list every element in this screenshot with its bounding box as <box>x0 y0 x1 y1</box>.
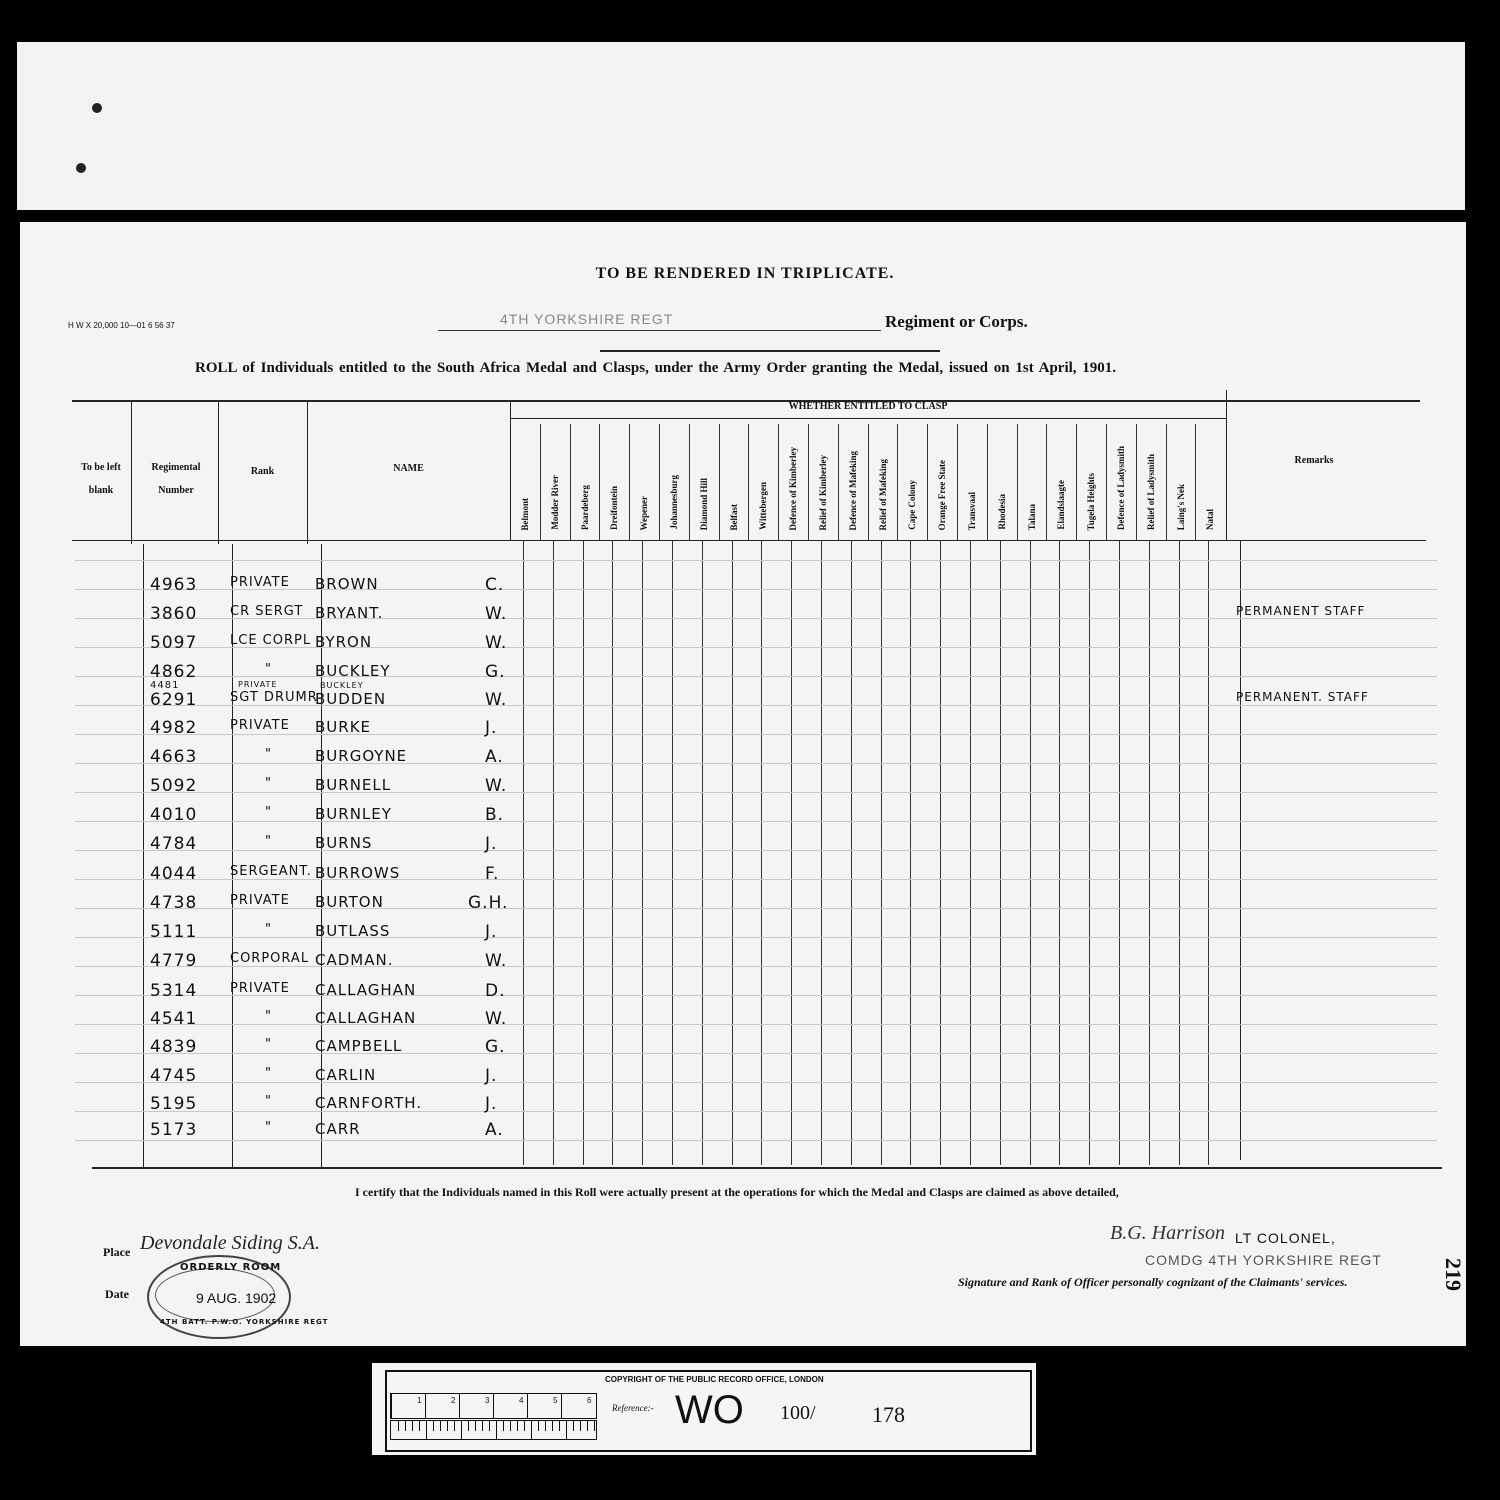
print-reference: H W X 20,000 10—01 6 56 37 <box>68 321 175 330</box>
clasp-header-label: Transvaal <box>967 491 977 530</box>
clasp-column-rule <box>583 540 584 1165</box>
name: CARNFORTH. <box>315 1094 423 1112</box>
rank: CR SERGT <box>230 604 304 619</box>
ruler-fine-tick <box>587 1421 588 1431</box>
clasp-header <box>987 428 1017 530</box>
name: CALLAGHAN <box>315 981 417 999</box>
divider <box>600 350 940 352</box>
clasp-header <box>1195 428 1225 530</box>
copyright-notice: COPYRIGHT OF THE PUBLIC RECORD OFFICE, LONDON <box>605 1375 824 1384</box>
ruler-fine-tick <box>475 1421 476 1431</box>
clasp-column-rule <box>940 540 941 1165</box>
clasp-header-rule <box>1166 424 1167 540</box>
name: BROWN <box>315 575 379 593</box>
clasp-header-label: Elandslaagte <box>1056 480 1067 530</box>
punch-hole <box>76 163 86 173</box>
clasp-header <box>957 428 987 530</box>
initial: W. <box>485 690 508 710</box>
regimental-number: 4862 <box>150 662 198 682</box>
clasp-header <box>897 428 927 530</box>
regimental-number: 4541 <box>150 1009 198 1029</box>
clasp-header-label: Belmont <box>520 497 530 530</box>
clasp-column-rule <box>702 540 703 1165</box>
initial: W. <box>485 633 508 653</box>
stamp-bottom-text: 4TH BATT. P.W.O. YORKSHIRE REGT <box>160 1318 329 1326</box>
initial: J. <box>485 718 498 738</box>
clasp-header-rule <box>1017 424 1018 540</box>
initial: F. <box>485 864 500 884</box>
initial: W. <box>485 1009 508 1029</box>
ruler-number: 1 <box>417 1396 422 1405</box>
column-rule <box>131 400 132 544</box>
name: BUTLASS <box>315 922 391 940</box>
clasp-column-rule <box>672 540 673 1165</box>
regimental-number: 5173 <box>150 1120 198 1140</box>
ruler-number: 4 <box>519 1396 524 1405</box>
ruler-fine-tick <box>517 1421 518 1431</box>
clasp-header-label: Relief of Ladysmith <box>1145 454 1156 530</box>
clasp-column-rule <box>761 540 762 1165</box>
clasp-header-label: Belfast <box>728 503 739 530</box>
clasp-header-label: Relief of Mafeking <box>877 458 888 530</box>
reference-series: WO <box>675 1388 744 1432</box>
clasp-header <box>838 428 868 530</box>
rank: " <box>265 776 272 791</box>
row-rule <box>75 676 1437 677</box>
initial: W. <box>485 604 508 624</box>
ruler-fine-tick <box>594 1421 595 1431</box>
header-clasp-group: WHETHER ENTITLED TO CLASP <box>788 401 948 412</box>
clasp-header-label: Paardeberg <box>579 485 590 530</box>
ruler-tick <box>425 1394 426 1418</box>
name: BURTON <box>315 893 384 911</box>
regimental-number: 3860 <box>150 604 198 624</box>
ruler-number: 2 <box>451 1396 456 1405</box>
clasp-header <box>629 428 659 530</box>
initial: A. <box>485 1120 504 1140</box>
clasp-column-rule <box>970 540 971 1165</box>
rank: " <box>265 747 272 762</box>
rank: PRIVATE <box>230 575 290 590</box>
ruler-fine-tick <box>489 1421 490 1431</box>
name: BRYANT. <box>315 604 384 622</box>
clasp-header <box>1017 428 1047 530</box>
regiment-value: 4TH YORKSHIRE REGT <box>500 311 674 327</box>
clasp-header <box>1046 428 1076 530</box>
ruler-fine-tick <box>419 1421 420 1431</box>
name: BURNS <box>315 834 373 852</box>
column-rule <box>143 544 144 1167</box>
officer-command: COMDG 4TH YORKSHIRE REGT <box>1145 1252 1382 1268</box>
ruler-fine-tick <box>545 1421 546 1431</box>
clasp-header <box>1136 428 1166 530</box>
certification-text: I certify that the Individuals named in this Roll were actually present at the operations for which the Medal and Clasps are claimed as above detailed, <box>355 1185 1119 1199</box>
clasp-header <box>689 428 719 530</box>
clasp-header-label: Rhodesia <box>996 494 1007 530</box>
rank: " <box>265 1066 272 1081</box>
regimental-number: 5097 <box>150 633 198 653</box>
clasp-header-label: Johannesburg <box>669 475 679 530</box>
rank: " <box>265 1009 272 1024</box>
name: BURGOYNE <box>315 747 408 765</box>
clasp-column-rule <box>1089 540 1090 1165</box>
regimental-number: 4839 <box>150 1037 198 1057</box>
ruler-fine-tick <box>496 1421 497 1439</box>
row-rule <box>75 966 1437 967</box>
ruler-fine-tick <box>440 1421 441 1431</box>
clasp-header-label: Wittebergen <box>758 482 769 530</box>
clasp-column-rule <box>1030 540 1031 1165</box>
rank: " <box>265 1094 272 1109</box>
ruler-tick <box>493 1394 494 1418</box>
ruler-fine-tick <box>573 1421 574 1431</box>
name: BURNLEY <box>315 805 392 823</box>
rank: CORPORAL <box>230 951 310 966</box>
name: BURKE <box>315 718 372 736</box>
rank: PRIVATE <box>230 718 290 733</box>
stamp-top-text: ORDERLY ROOM <box>180 1262 282 1273</box>
row-rule <box>75 821 1437 822</box>
ruler-fine-tick <box>468 1421 469 1431</box>
rank: " <box>265 662 272 677</box>
clasp-header-rule <box>659 424 660 540</box>
clasp-header-rule <box>540 424 541 540</box>
name: BURROWS <box>315 864 401 882</box>
name: BUCKLEY <box>315 662 391 680</box>
regimental-number: 4044 <box>150 864 198 884</box>
clasp-header-label: Defence of Kimberley <box>788 446 799 530</box>
reference-label: Reference:- <box>612 1403 654 1413</box>
clasp-column-rule <box>821 540 822 1165</box>
clasp-column-rule <box>910 540 911 1165</box>
clasp-header-rule <box>927 424 928 540</box>
clasp-header <box>748 428 778 530</box>
row-rule <box>75 1024 1437 1025</box>
officer-rank: LT COLONEL, <box>1235 1230 1336 1246</box>
clasp-header-rule <box>599 424 600 540</box>
regimental-number: 5111 <box>150 922 198 942</box>
clasp-header <box>570 428 600 530</box>
ruler-fine-tick <box>412 1421 413 1431</box>
ruler-fine-tick <box>447 1421 448 1431</box>
ruler-fine-tick <box>566 1421 567 1439</box>
clasp-column-rule <box>612 540 613 1165</box>
top-sheet <box>17 42 1465 210</box>
regimental-number: 4779 <box>150 951 198 971</box>
name: CALLAGHAN <box>315 1009 417 1027</box>
clasp-header <box>1106 428 1136 530</box>
initial: G. <box>485 662 506 682</box>
ruler-fine-tick <box>552 1421 553 1431</box>
clasp-header <box>1076 428 1106 530</box>
rank: LCE CORPL <box>230 633 312 648</box>
roll-title: ROLL of Individuals entitled to the South Africa Medal and Clasps, under the Army Order granting the Medal, issued on 1st April, 1901. <box>195 360 1117 376</box>
rank: SGT DRUMR <box>230 690 318 705</box>
clasp-header-rule <box>838 424 839 540</box>
initial: G. <box>485 1037 506 1057</box>
clasp-column-rule <box>1149 540 1150 1165</box>
clasp-header-label: Diamond Hill <box>698 477 709 530</box>
header-reg-number: Regimental Number <box>151 462 201 496</box>
date-label: Date <box>105 1287 129 1301</box>
clasp-header <box>599 428 629 530</box>
name: CARLIN <box>315 1066 377 1084</box>
ruler-tick <box>391 1394 392 1418</box>
clasp-column-rule <box>523 540 524 1165</box>
clasp-column-rule <box>851 540 852 1165</box>
ruler-number: 5 <box>553 1396 558 1405</box>
reference-piece: 100/ <box>780 1402 816 1424</box>
clasp-column-rule <box>1208 540 1209 1165</box>
ruler-number: 3 <box>485 1396 490 1405</box>
regimental-number: 4663 <box>150 747 198 767</box>
clasp-header-rule <box>778 424 779 540</box>
clasp-header-rule <box>868 424 869 540</box>
folio-number: 219 <box>1441 1258 1466 1291</box>
clasp-header-rule <box>1046 424 1047 540</box>
clasp-header-label: Orange Free State <box>937 459 948 530</box>
header-bottom-rule <box>72 540 1426 541</box>
regimental-number: 4963 <box>150 575 198 595</box>
initial: A. <box>485 747 504 767</box>
regimental-number: 4010 <box>150 805 198 825</box>
punch-hole <box>92 103 102 113</box>
clasp-header-label: Cape Colony <box>907 480 918 530</box>
regiment-label: Regiment or Corps. <box>885 312 1028 331</box>
clasp-column-rule <box>1059 540 1060 1165</box>
initial: W. <box>485 776 508 796</box>
initial: J. <box>485 922 498 942</box>
initial: G.H. <box>468 893 509 913</box>
rank: " <box>265 834 272 849</box>
scale-ruler-fine <box>390 1420 597 1440</box>
clasp-header-label: Tugela Heights <box>1086 472 1097 530</box>
clasp-header-label: Dreifontein <box>609 486 620 530</box>
clasp-header-rule <box>808 424 809 540</box>
clasp-header-label: Defence of Ladysmith <box>1116 446 1126 530</box>
clasp-header-rule <box>570 424 571 540</box>
clasp-header-label: Relief of Kimberley <box>818 454 828 530</box>
regimental-number: 4784 <box>150 834 198 854</box>
ruler-fine-tick <box>580 1421 581 1431</box>
clasp-header-label: Wepener <box>639 495 650 530</box>
ruler-fine-tick <box>426 1421 427 1439</box>
clasp-header-rule <box>987 424 988 540</box>
row-rule <box>75 1053 1437 1054</box>
rank: " <box>265 805 272 820</box>
clasp-header-label: Laing's Nek <box>1175 483 1186 530</box>
stamp-date: 9 AUG. 1902 <box>196 1290 277 1306</box>
clasp-header-label: Modder River <box>549 475 560 530</box>
scale-ruler <box>390 1393 597 1419</box>
ruler-fine-tick <box>405 1421 406 1431</box>
row-rule <box>75 1111 1437 1112</box>
clasp-header <box>868 428 898 530</box>
clasp-column-rule <box>791 540 792 1165</box>
name: CADMAN. <box>315 951 394 969</box>
header-left-blank: To be left blank <box>81 462 121 496</box>
ruler-fine-tick <box>538 1421 539 1431</box>
row-rule <box>75 937 1437 938</box>
clasp-column-rule <box>553 540 554 1165</box>
rank: " <box>265 1120 272 1135</box>
initial: W. <box>485 951 508 971</box>
clasp-header-rule <box>629 424 630 540</box>
header-remarks: Remarks <box>1294 455 1334 466</box>
clasp-header <box>808 428 838 530</box>
row-rule <box>75 763 1437 764</box>
initial: J. <box>485 1066 498 1086</box>
row-rule <box>75 705 1437 706</box>
ruler-tick <box>561 1394 562 1418</box>
name: CAMPBELL <box>315 1037 403 1055</box>
ruler-fine-tick <box>433 1421 434 1431</box>
rank: " <box>265 922 272 937</box>
name: BURNELL <box>315 776 392 794</box>
ruler-fine-tick <box>461 1421 462 1439</box>
ruler-tick <box>527 1394 528 1418</box>
regimental-number: 4982 <box>150 718 198 738</box>
row-rule <box>75 792 1437 793</box>
clasp-column-rule <box>881 540 882 1165</box>
regimental-number: 6291 <box>150 690 198 710</box>
correction-rank: PRIVATE <box>238 680 278 689</box>
place-value: Devondale Siding S.A. <box>140 1232 320 1254</box>
regimental-number: 5314 <box>150 981 198 1001</box>
header-name: NAME <box>393 463 424 474</box>
initial: C. <box>485 575 505 595</box>
remarks: PERMANENT. STAFF <box>1236 690 1369 704</box>
clasp-header <box>659 428 689 530</box>
clasp-header-rule <box>748 424 749 540</box>
ruler-fine-tick <box>559 1421 560 1431</box>
clasp-column-rule <box>1179 540 1180 1165</box>
initial: D. <box>485 981 506 1001</box>
clasp-header-rule <box>957 424 958 540</box>
ruler-tick <box>459 1394 460 1418</box>
row-rule <box>75 908 1437 909</box>
row-rule <box>75 850 1437 851</box>
regiment-line <box>438 330 881 331</box>
place-label: Place <box>103 1245 131 1259</box>
clasp-group-rule <box>510 418 1226 419</box>
clasp-header-label: Natal <box>1205 509 1216 530</box>
clasp-column-rule <box>732 540 733 1165</box>
regimental-number: 4738 <box>150 893 198 913</box>
ruler-fine-tick <box>454 1421 455 1431</box>
clasp-header-rule <box>897 424 898 540</box>
initial: B. <box>485 805 505 825</box>
table-bottom-rule <box>92 1167 1442 1169</box>
ruler-fine-tick <box>503 1421 504 1431</box>
initial: J. <box>485 834 498 854</box>
clasp-header-rule <box>1076 424 1077 540</box>
clasp-header-rule <box>1106 424 1107 540</box>
rank: PRIVATE <box>230 981 290 996</box>
page-title: TO BE RENDERED IN TRIPLICATE. <box>595 265 895 282</box>
clasp-header <box>778 428 808 530</box>
clasp-column-rule <box>1000 540 1001 1165</box>
rank: PRIVATE <box>230 893 290 908</box>
reference-item: 178 <box>872 1402 905 1427</box>
clasp-column-rule <box>1119 540 1120 1165</box>
clasp-header <box>510 428 540 530</box>
row-rule <box>75 734 1437 735</box>
correction-number: 4481 <box>150 680 180 691</box>
clasp-header <box>719 428 749 530</box>
clasp-header-label: Talana <box>1026 503 1037 530</box>
ruler-fine-tick <box>524 1421 525 1431</box>
remarks: PERMANENT STAFF <box>1236 604 1366 618</box>
name: BUDDEN <box>315 690 387 708</box>
clasp-header <box>540 428 570 530</box>
clasp-header-rule <box>1136 424 1137 540</box>
initial: J. <box>485 1094 498 1114</box>
ruler-fine-tick <box>531 1421 532 1439</box>
row-rule <box>75 879 1437 880</box>
ruler-number: 6 <box>587 1396 592 1405</box>
name: BYRON <box>315 633 373 651</box>
rank: SERGEANT. <box>230 864 312 879</box>
clasp-header-rule <box>1195 424 1196 540</box>
rank: " <box>265 1037 272 1052</box>
row-rule <box>75 1082 1437 1083</box>
regimental-number: 5092 <box>150 776 198 796</box>
regimental-number: 5195 <box>150 1094 198 1114</box>
ruler-fine-tick <box>510 1421 511 1431</box>
header-rank: Rank <box>250 466 275 477</box>
clasp-header-rule <box>689 424 690 540</box>
correction-name: BUCKLEY <box>320 681 364 690</box>
signature-label: Signature and Rank of Officer personally cognizant of the Claimants' services. <box>958 1275 1348 1289</box>
regimental-number: 4745 <box>150 1066 198 1086</box>
clasp-header <box>1166 428 1196 530</box>
clasp-header <box>927 428 957 530</box>
clasp-header-label: Defence of Mafeking <box>847 450 858 530</box>
roll-page <box>20 222 1466 1346</box>
ruler-fine-tick <box>398 1421 399 1431</box>
row-rule <box>75 1140 1437 1141</box>
row-rule <box>75 560 1437 561</box>
name: CARR <box>315 1120 361 1138</box>
clasp-header-rule <box>719 424 720 540</box>
ruler-fine-tick <box>482 1421 483 1431</box>
clasp-column-rule <box>642 540 643 1165</box>
officer-signature: B.G. Harrison <box>1110 1222 1226 1244</box>
